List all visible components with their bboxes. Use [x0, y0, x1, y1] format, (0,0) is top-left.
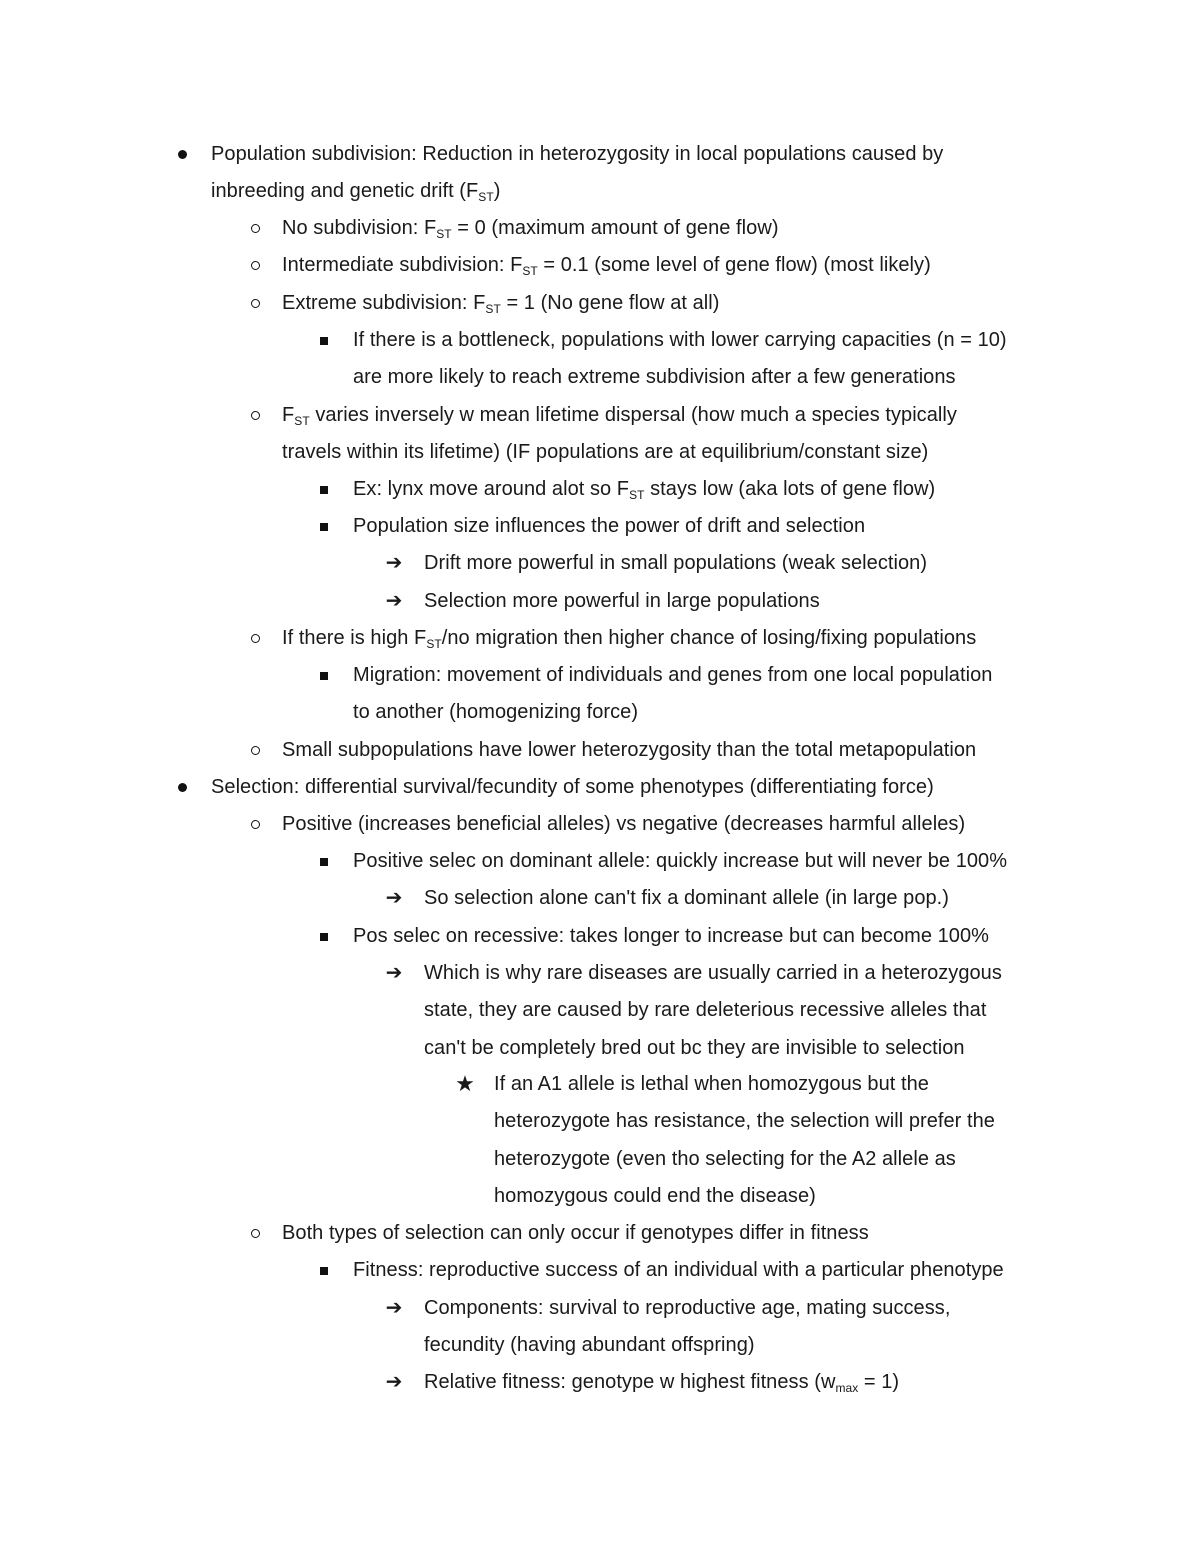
outline-line: Intermediate subdivision: $F_{ST} = 0.1$ (some level of gene flow) (most likely) [282, 254, 931, 278]
bullet-dot-icon [172, 775, 192, 799]
outline-line: homozygous could end the disease) [494, 1185, 816, 1207]
bullet-star-icon: ★ [455, 1071, 475, 1096]
bullet-circle-icon [245, 626, 265, 650]
outline-line: Selection: differential survival/fecundity of some phenotypes (differentiating force) [211, 776, 934, 798]
outline-line: Relative fitness: genotype w highest fitness $(w_{max} = 1)$ [424, 1371, 900, 1395]
outline-line: Which is why rare diseases are usually carried in a heterozygous [424, 962, 1002, 984]
bullet-arrow-icon: ➔ [385, 887, 403, 909]
outline-line: heterozygote has resistance, the selection will prefer the [494, 1110, 995, 1132]
outline-line: If there is a bottleneck, populations with lower carrying capacities (n = 10) [353, 329, 1007, 351]
outline-line: Pos selec on recessive: takes longer to increase but can become 100% [353, 925, 989, 947]
bullet-square-icon [314, 514, 334, 538]
bullet-arrow-icon: ➔ [385, 1297, 403, 1319]
bullet-square-icon [314, 663, 334, 687]
outline-line: Selection more powerful in large populations [424, 590, 820, 612]
outline-line: If there is high $F_{ST}/no$ migration then higher chance of losing/fixing populations [282, 627, 977, 651]
outline-line: to another (homogenizing force) [353, 701, 639, 723]
outline-line: inbreeding and genetic drift $(F_{ST})$ [211, 180, 501, 204]
outline-line: Drift more powerful in small populations (weak selection) [424, 552, 928, 574]
outline-line: Fitness: reproductive success of an individual with a particular phenotype [353, 1259, 1004, 1281]
outline-line: heterozygote (even tho selecting for the A2 allele as [494, 1148, 956, 1170]
outline-line: Small subpopulations have lower heterozygosity than the total metapopulation [282, 739, 977, 761]
outline-line: state, they are caused by rare deleterious recessive alleles that [424, 999, 987, 1021]
outline-line: travels within its lifetime) (IF populations are at equilibrium/constant size) [282, 441, 929, 463]
bullet-circle-icon [245, 738, 265, 762]
bullet-arrow-icon: ➔ [385, 552, 403, 574]
outline-line: Ex: lynx move around alot so $F_{ST}$ stays low (aka lots of gene flow) [353, 478, 936, 502]
outline-line: Migration: movement of individuals and genes from one local population [353, 664, 993, 686]
bullet-arrow-icon: ➔ [385, 962, 403, 984]
bullet-square-icon [314, 477, 334, 501]
bullet-dot-icon [172, 142, 192, 166]
outline-line: Positive (increases beneficial alleles) vs negative (decreases harmful alleles) [282, 813, 966, 835]
bullet-square-icon [314, 924, 334, 948]
bullet-square-icon [314, 849, 334, 873]
outline-line: $F_{ST}$ varies inversely w mean lifetime dispersal (how much a species typically [282, 404, 957, 428]
outline-line: are more likely to reach extreme subdivision after a few generations [353, 366, 956, 388]
outline-line: Components: survival to reproductive age, mating success, [424, 1297, 951, 1319]
outline-line: No subdivision: $F_{ST} = 0$ (maximum amount of gene flow) [282, 217, 779, 241]
outline-line: can't be completely bred out bc they are invisible to selection [424, 1037, 965, 1059]
bullet-circle-icon [245, 216, 265, 240]
bullet-circle-icon [245, 253, 265, 277]
bullet-arrow-icon: ➔ [385, 1371, 403, 1393]
bullet-circle-icon [245, 1221, 265, 1245]
outline-line: Both types of selection can only occur if genotypes differ in fitness [282, 1222, 869, 1244]
bullet-circle-icon [245, 812, 265, 836]
bullet-circle-icon [245, 403, 265, 427]
outline-line: Positive selec on dominant allele: quickly increase but will never be 100% [353, 850, 1008, 872]
bullet-circle-icon [245, 291, 265, 315]
outline-line: Population size influences the power of drift and selection [353, 515, 866, 537]
outline-line: So selection alone can't fix a dominant allele (in large pop.) [424, 887, 950, 909]
outline-line: If an A1 allele is lethal when homozygous but the [494, 1073, 929, 1095]
bullet-arrow-icon: ➔ [385, 590, 403, 612]
outline-line: Extreme subdivision: $F_{ST} = 1$ (No gene flow at all) [282, 292, 720, 316]
outline-line: fecundity (having abundant offspring) [424, 1334, 755, 1356]
outline-line: Population subdivision: Reduction in heterozygosity in local populations caused by [211, 143, 944, 165]
bullet-square-icon [314, 1258, 334, 1282]
bullet-square-icon [314, 328, 334, 352]
